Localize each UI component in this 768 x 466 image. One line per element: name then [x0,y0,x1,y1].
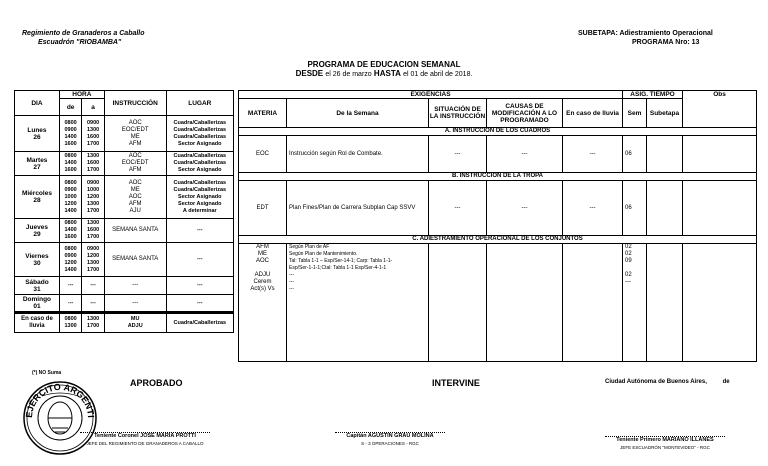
signature-3 [605,436,725,451]
schedule-de: 0800 0900 1000 1200 1400 [59,176,81,219]
row-b-materia: EDT [239,181,287,236]
col-de: de [59,99,81,116]
schedule-row [15,277,234,295]
signature-1-role: JEFE DEL REGIMIENTO DE GRANADEROS A CABALLO [86,441,204,446]
signature-2 [335,432,445,447]
row-c-sem: 02 02 09 02 --- [623,244,647,362]
hasta-label: HASTA [373,69,401,78]
schedule-row [15,219,234,243]
row-a-materia: EOC [239,136,287,173]
org-line-2: Escuadrón "RIOBAMBA" [38,39,122,46]
schedule-de: 0800 0900 1400 1600 [59,116,81,152]
row-b-subetapa [647,181,683,236]
row-a-subetapa [647,136,683,173]
schedule-instruccion: SEMANA SANTA [104,243,166,277]
row-a-sem: 06 [623,136,647,173]
row-a-situacion: --- [429,136,487,173]
row-a-semana: Instrucción según Rol de Combate. [287,136,429,173]
obs-header: Obs [683,91,757,128]
desde-label: DESDE [295,69,324,78]
schedule-de: --- [59,295,81,313]
date-range [0,69,768,78]
signature-2-name: Capitán AGUSTIN GRAU MOLINA [346,433,434,439]
schedule-lugar: Cuadra/Caballerizas Cuadra/Caballerizas Sector Asignado Sector Asignado A determinar [166,176,233,219]
signature-3-role: JEFE ESCUADRÓN "MONTEVIDEO" - RGC [620,445,710,450]
schedule-instruccion: --- [104,277,166,295]
schedule-day: Martes 27 [15,152,60,176]
col-situacion: SITUACIÓN DE LA INSTRUCCIÓN [429,99,487,128]
row-b-situacion: --- [429,181,487,236]
page-title: PROGRAMA DE EDUCACION SEMANAL [307,60,461,69]
schedule-row-lluvia [15,313,234,333]
schedule-instruccion: AOC EOC/EDT ME AFM [104,116,166,152]
col-hora: HORA [59,91,104,99]
schedule-a: 0900 1200 1300 1700 [82,243,104,277]
subetapa: SUBETAPA: Adiestramiento Operacional [578,30,713,37]
schedule-a: 0900 1300 1600 1700 [82,116,104,152]
row-c-lluvia [563,244,623,362]
row-b-lluvia: --- [563,181,623,236]
row-b-obs [683,181,757,236]
lluvia-lugar: Cuadra/Caballerizas [166,313,233,333]
section-b-title: B. INSTRUCCIÓN DE LA TROPA [239,173,757,181]
schedule-day: Miércoles 28 [15,176,60,219]
schedule-lugar: Cuadra/Caballerizas Cuadra/Caballerizas Sector Asignado [166,152,233,176]
schedule-de: 0800 1400 1600 [59,152,81,176]
schedule-day: Jueves 29 [15,219,60,243]
col-instruccion: INSTRUCCIÓN [104,91,166,116]
schedule-day: Viernes 30 [15,243,60,277]
asig-tiempo-header: ASIG. TIEMPO [623,91,683,99]
schedule-a: 1300 1600 1700 [82,152,104,176]
no-suma-note: (*) NO Suma [32,370,62,376]
signature-1-name: Teniente Coronel JOSE MARÍA PROTTI [94,433,196,439]
lluvia-instruccion: MU ADJU [104,313,166,333]
schedule-row [15,116,234,152]
col-subetapa: Subetapa [647,99,683,128]
row-b-sem: 06 [623,181,647,236]
row-a-causas: --- [487,136,563,173]
row-c-subetapa [647,244,683,362]
schedule-day: Sábado 31 [15,277,60,295]
schedule-de: 0800 0900 1200 1400 [59,243,81,277]
schedule-row [15,152,234,176]
schedule-lugar: --- [166,295,233,313]
svg-text:EJÉRCITO ARGENTINO: EJÉRCITO ARGENTI [23,381,97,419]
lluvia-de: 0800 1300 [59,313,81,333]
lluvia-a: 1300 1700 [82,313,104,333]
schedule-day: Lunes 26 [15,116,60,152]
row-c-obs [683,244,757,362]
schedule-de: --- [59,277,81,295]
exigencias-table [238,90,757,362]
programa-nro: PROGRAMA Nro: 13 [632,39,700,46]
schedule-row [15,243,234,277]
row-b-semana: Plan Fines/Plan de Carrera Subplan Cap SSVV [287,181,429,236]
place-date-de: de [722,379,730,385]
schedule-row [15,295,234,313]
schedule-a: --- [82,295,104,313]
schedule-day: Domingo 01 [15,295,60,313]
row-a-lluvia: --- [563,136,623,173]
schedule-lugar: --- [166,219,233,243]
schedule-a: --- [82,277,104,295]
place-date [605,379,730,385]
place-date-text: Ciudad Autónoma de Buenos Aires, [605,379,707,385]
signature-3-name: Teniente Primero MARIANO ILLANES [616,437,714,443]
row-c-situacion [429,244,487,362]
schedule-instruccion: --- [104,295,166,313]
org-line-1: Regimiento de Granaderos a Caballo [22,30,145,37]
schedule-instruccion: AOC ME AOC AFM AJU [104,176,166,219]
signature-1 [80,432,210,447]
desde-date: el 26 de marzo [325,71,372,78]
row-c-materia: AFM ME AOC ADJU Cerem Act(s) Vs [239,244,287,362]
row-c-causas [487,244,563,362]
col-lluvia: En caso de lluvia [563,99,623,128]
row-b-causas: --- [487,181,563,236]
schedule-lugar: Cuadra/Caballerizas Cuadra/Caballerizas Cuadra/Caballerizas Sector Asignado [166,116,233,152]
lluvia-day: En caso de lluvia [15,313,60,333]
schedule-table [14,90,234,333]
col-causas: CAUSAS DE MODIFICACIÓN A LO PROGRAMADO [487,99,563,128]
col-lugar: LUGAR [166,91,233,116]
col-a: a [82,99,104,116]
schedule-a: 0900 1000 1200 1300 1700 [82,176,104,219]
section-c-title: C. ADIESTRAMIENTO OPERACIONAL DE LOS CONJUNTOS [239,236,757,244]
section-a-title: A. INSTRUCCIÓN DE LOS CUADROS [239,128,757,136]
signature-2-role: S - 3 OPERACIONES - RGC [361,441,419,446]
schedule-a: 1300 1600 1700 [82,219,104,243]
schedule-lugar: --- [166,277,233,295]
col-sem: Sem [623,99,647,128]
col-dia: DIA [15,91,60,116]
schedule-de: 0800 1400 1600 [59,219,81,243]
schedule-instruccion: SEMANA SANTA [104,219,166,243]
schedule-lugar: --- [166,243,233,277]
intervine-label: INTERVINE [432,378,480,388]
exigencias-header: EXIGENCIAS [239,91,623,99]
row-c-semana: Según Plan de AF Según Plan de Mantenimiento. Tal: Tabla 1-1 – Esp/Ser-14-1; Carp: Tabla 1-1- Esp/Ser-1-1-1;Ctal: Tabla 1-1 Esp/Ser-4-1-1 --- --- --- [287,244,429,362]
schedule-row [15,176,234,219]
row-a-obs [683,136,757,173]
col-materia: MATERIA [239,99,287,128]
col-semana: De la Semana [287,99,429,128]
aprobado-label: APROBADO [130,378,183,388]
schedule-instruccion: AOC EOC/EDT AFM [104,152,166,176]
hasta-date: el 01 de abril de 2018. [403,71,473,78]
